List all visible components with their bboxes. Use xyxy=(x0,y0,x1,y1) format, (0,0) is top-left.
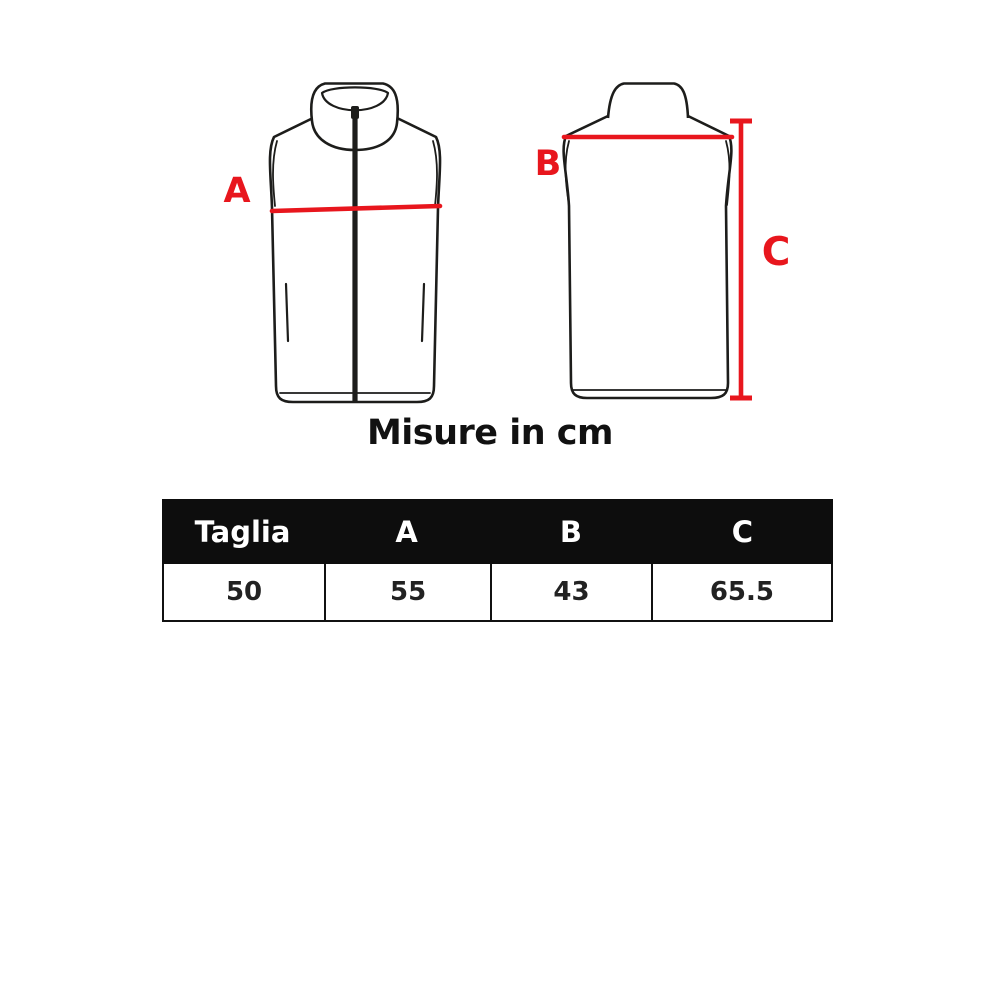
size-table-header-a: A xyxy=(395,514,418,549)
size-table-header-taglia: Taglia xyxy=(194,514,291,549)
size-table-header-b: B xyxy=(559,514,583,549)
vest-back-body xyxy=(564,116,732,398)
size-table-header-row xyxy=(162,499,833,564)
zipper-pull xyxy=(351,106,359,119)
size-value-b: 43 xyxy=(490,564,651,620)
size-table xyxy=(162,499,833,622)
measure-label-a: A xyxy=(223,170,251,211)
vest-back-illustration xyxy=(564,84,752,399)
measure-label-b: B xyxy=(534,143,562,184)
vest-front-illustration xyxy=(270,84,440,403)
units-caption: Misure in cm xyxy=(366,413,614,453)
measure-label-c: C xyxy=(761,229,791,275)
back-collar xyxy=(608,84,688,119)
size-value-taglia: 50 xyxy=(225,577,263,607)
size-table-row xyxy=(162,564,833,622)
size-value-c: 65.5 xyxy=(651,564,831,620)
size-table-header-c: C xyxy=(731,514,754,549)
size-value-a: 55 xyxy=(324,564,490,620)
